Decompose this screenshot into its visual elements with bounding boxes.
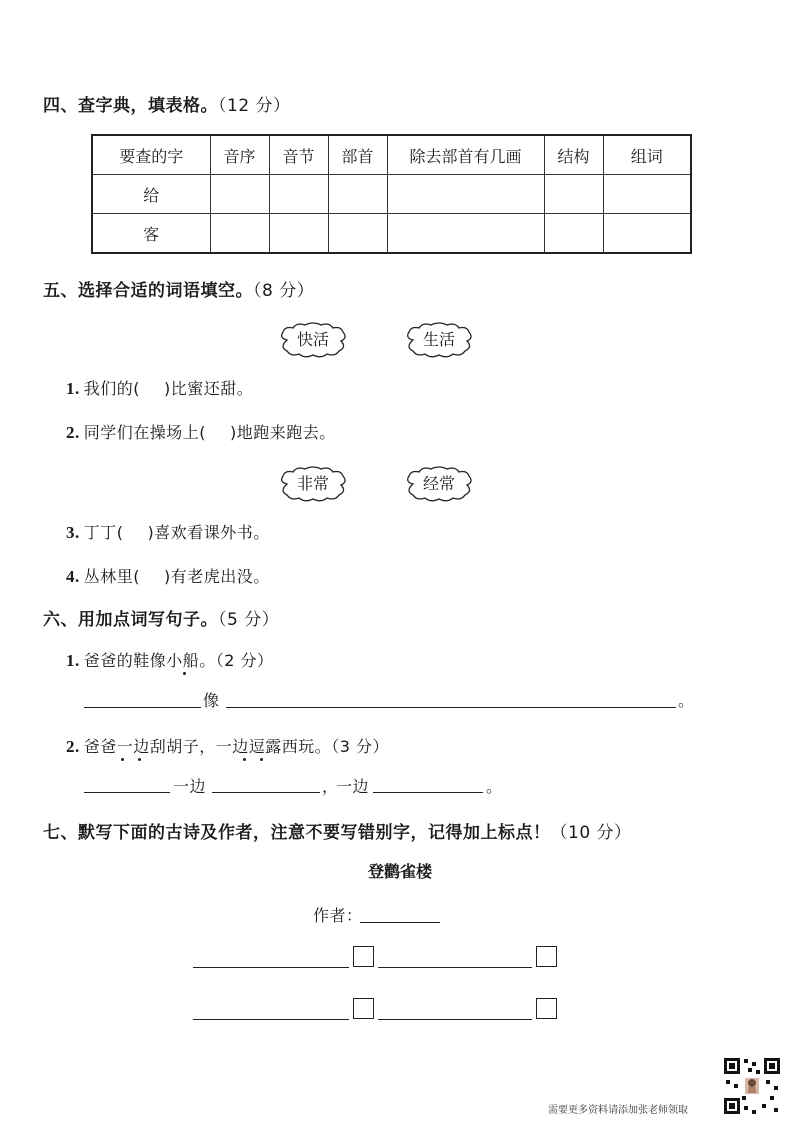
question-text: 丛林里( <box>83 567 140 586</box>
footer-note: 需要更多资料请添加张老师领取 <box>548 1105 688 1116</box>
section5-heading <box>43 276 314 301</box>
question-points: （3 分） <box>331 737 390 756</box>
table-header-cell: 组词 <box>603 135 691 175</box>
table-answer-cell[interactable] <box>210 175 269 214</box>
emphasis-dot <box>138 758 141 761</box>
sentence-comma: ， <box>322 777 339 796</box>
word-option: 生活 <box>422 330 455 349</box>
punctuation-box[interactable] <box>353 998 374 1019</box>
question-5-1 <box>66 376 253 399</box>
section6-points: （5 分） <box>218 610 280 630</box>
qr-code-icon <box>722 1056 782 1116</box>
table-header-row <box>92 135 691 175</box>
word-cloud <box>401 320 477 360</box>
poem-line-blank[interactable] <box>193 1019 349 1020</box>
author-label: 作者： <box>313 906 363 925</box>
table-header-cell: 音节 <box>269 135 328 175</box>
question-number: 2. <box>66 737 80 756</box>
table-header-cell: 要查的字 <box>92 135 210 175</box>
section7-heading <box>43 818 632 843</box>
table-row-char: 客 <box>92 214 210 254</box>
table-answer-cell[interactable] <box>387 175 544 214</box>
emphasis-dot <box>183 672 186 675</box>
table-row <box>92 214 691 254</box>
section7-title: 七、默写下面的古诗及作者，注意不要写错别字，记得加上标点！ <box>43 823 551 843</box>
table-answer-cell[interactable] <box>544 214 603 254</box>
sentence-keyword: 一边 <box>336 777 370 796</box>
section4-title: 四、查字典，填表格。 <box>43 96 218 116</box>
answer-line[interactable] <box>212 792 320 793</box>
table-answer-cell[interactable] <box>210 214 269 254</box>
poem-title: 登鹳雀楼 <box>367 862 432 881</box>
poem-line-blank[interactable] <box>378 967 532 968</box>
punctuation-box[interactable] <box>536 946 557 967</box>
section7-points: （10 分） <box>550 823 632 843</box>
table-answer-cell[interactable] <box>544 175 603 214</box>
question-5-4 <box>66 564 270 587</box>
table-header-cell: 除去部首有几画 <box>387 135 544 175</box>
question-text: )喜欢看课外书。 <box>147 523 270 542</box>
question-text: 我们的( <box>83 379 140 398</box>
table-answer-cell[interactable] <box>269 214 328 254</box>
question-number: 1. <box>66 379 80 398</box>
sentence-keyword: 像 <box>203 691 220 710</box>
section5-title: 五、选择合适的词语填空。 <box>43 281 253 301</box>
section6-heading <box>43 605 279 630</box>
question-6-2 <box>66 734 389 757</box>
question-text: 爸爸的鞋像小船。 <box>83 651 216 670</box>
table-header-cell: 音序 <box>210 135 269 175</box>
question-number: 2. <box>66 423 80 442</box>
emphasis-dot <box>243 758 246 761</box>
author-answer-line[interactable] <box>360 922 440 923</box>
section5-points: （8 分） <box>253 281 315 301</box>
answer-line[interactable] <box>373 792 483 793</box>
table-answer-cell[interactable] <box>387 214 544 254</box>
table-header-cell: 部首 <box>328 135 387 175</box>
table-row-char: 给 <box>92 175 210 214</box>
question-text: )比蜜还甜。 <box>164 379 254 398</box>
question-text: 丁丁( <box>83 523 124 542</box>
emphasis-dot <box>260 758 263 761</box>
question-6-1 <box>66 648 274 671</box>
question-number: 3. <box>66 523 80 542</box>
dictionary-table <box>91 134 692 254</box>
word-cloud <box>275 464 351 504</box>
poem-line-blank[interactable] <box>378 1019 532 1020</box>
question-text: 同学们在操场上( <box>83 423 206 442</box>
word-option: 经常 <box>422 474 455 493</box>
table-header-cell: 结构 <box>544 135 603 175</box>
question-5-3 <box>66 520 270 543</box>
word-option: 非常 <box>296 474 329 493</box>
question-number: 4. <box>66 567 80 586</box>
sentence-end: 。 <box>678 691 695 710</box>
answer-line[interactable] <box>226 707 676 708</box>
poem-line-blank[interactable] <box>193 967 349 968</box>
word-cloud <box>275 320 351 360</box>
answer-line[interactable] <box>84 792 170 793</box>
question-5-2 <box>66 420 336 443</box>
question-text: )地跑来跑去。 <box>230 423 336 442</box>
punctuation-box[interactable] <box>353 946 374 967</box>
table-answer-cell[interactable] <box>269 175 328 214</box>
word-option: 快活 <box>296 330 329 349</box>
question-text: 爸爸一边刮胡子，一边逗露西玩。 <box>83 737 332 756</box>
word-cloud <box>401 464 477 504</box>
punctuation-box[interactable] <box>536 998 557 1019</box>
table-row <box>92 175 691 214</box>
table-answer-cell[interactable] <box>328 214 387 254</box>
question-number: 1. <box>66 651 80 670</box>
answer-line[interactable] <box>84 707 201 708</box>
sentence-keyword: 一边 <box>173 777 207 796</box>
question-text: )有老虎出没。 <box>164 567 270 586</box>
section4-heading <box>43 91 291 116</box>
emphasis-dot <box>121 758 124 761</box>
table-answer-cell[interactable] <box>603 175 691 214</box>
sentence-end: 。 <box>486 777 503 796</box>
question-points: （2 分） <box>215 651 274 670</box>
table-answer-cell[interactable] <box>603 214 691 254</box>
table-answer-cell[interactable] <box>328 175 387 214</box>
section4-points: （12 分） <box>218 96 291 116</box>
section6-title: 六、用加点词写句子。 <box>43 610 218 630</box>
